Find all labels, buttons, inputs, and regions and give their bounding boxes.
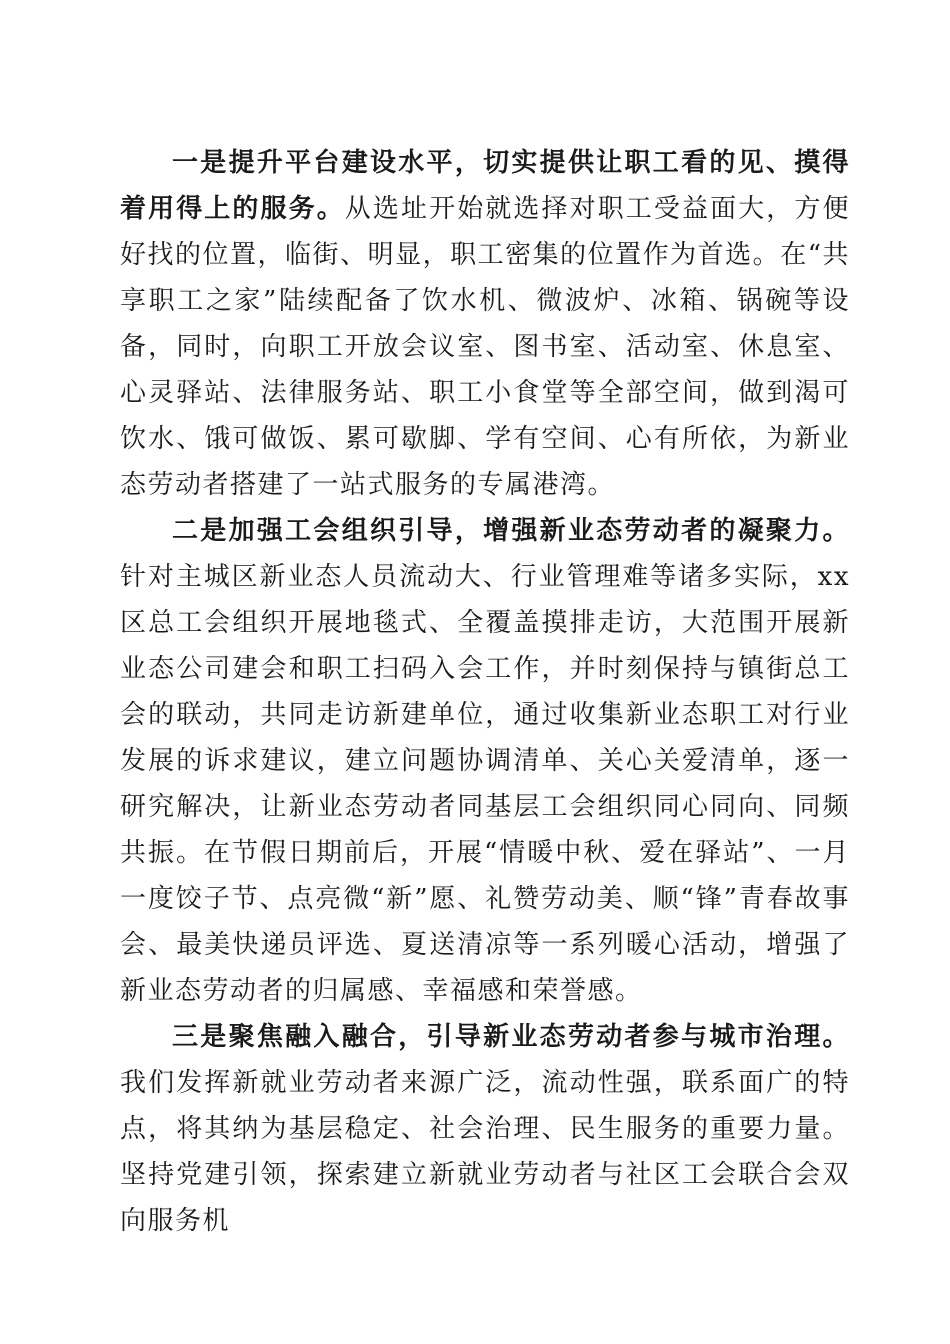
paragraph-lead: 三是聚焦融入融合，引导新业态劳动者参与城市治理。 (172, 1022, 850, 1052)
paragraph-union-guidance (120, 508, 850, 1014)
paragraph-text: 针对主城区新业态人员流动大、行业管理难等诸多实际，xx区总工会组织开展地毯式、全覆盖摸排走访，大范围开展新业态公司建会和职工扫码入会工作，并时刻保持与镇街总工会的联动，共同走访新建单位，通过收集新业态职工对行业发展的诉求建议，建立问题协调清单、关心关爱清单，逐一研究解决，让新业态劳动者同基层工会组织同心同向、同频共振。在节假日期前后，开展“情暖中秋、爱在驿站”、一月一度饺子节、点亮微“新”愿、礼赞劳动美、顺“锋”青春故事会、最美快递员评选、夏送清凉等一系列暖心活动，增强了新业态劳动者的归属感、幸福感和荣誉感。 (120, 562, 850, 1006)
paragraph-platform-building (120, 140, 850, 508)
paragraph-lead: 一是提升平台建设水平，切实提供让职工看的见、摸得着用得上的服务。 (120, 148, 850, 224)
paragraph-text: 从选址开始就选择对职工受益面大，方便好找的位置，临街、明显，职工密集的位置作为首选。在“共享职工之家”陆续配备了饮水机、微波炉、冰箱、锅碗等设备，同时，向职工开放会议室、图书室、活动室、休息室、心灵驿站、法律服务站、职工小食堂等全部空间，做到渴可饮水、饿可做饭、累可歇脚、学有空间、心有所依，为新业态劳动者搭建了一站式服务的专属港湾。 (120, 194, 850, 500)
paragraph-lead: 二是加强工会组织引导，增强新业态劳动者的凝聚力。 (172, 516, 850, 546)
paragraph-text: 我们发挥新就业劳动者来源广泛，流动性强，联系面广的特点，将其纳为基层稳定、社会治理、民生服务的重要力量。坚持党建引领，探索建立新就业劳动者与社区工会联合会双向服务机 (120, 1068, 850, 1236)
document-body (120, 140, 850, 1244)
paragraph-city-governance (120, 1014, 850, 1244)
